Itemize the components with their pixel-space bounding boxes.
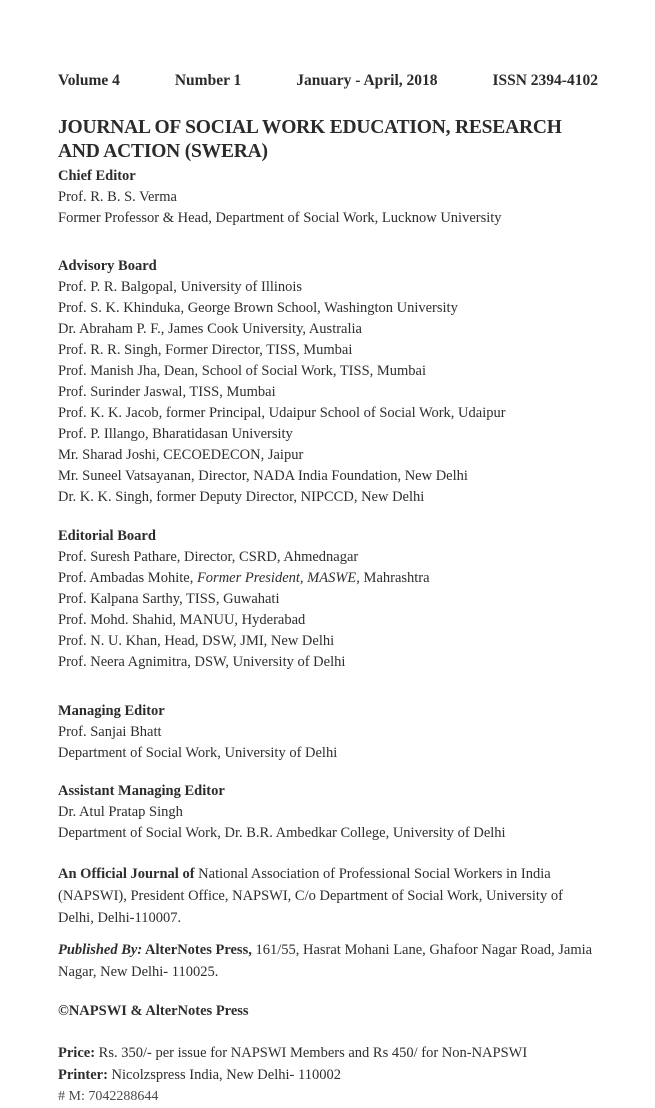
list-item: Dr. Abraham P. F., James Cook University, Australia [58, 321, 362, 337]
chief-editor-name: Prof. R. B. S. Verma [58, 189, 177, 205]
member-former-role: Former President, MASWE, [196, 570, 360, 586]
printer-value: Nicolzspress India, New Delhi- 110002 [107, 1067, 341, 1083]
official-journal-paragraph [58, 863, 598, 929]
spacer [58, 229, 598, 256]
official-journal-body: National Association of Professional Social Workers in India (NAPSWI), President Office, NAPSWI, C/o Department of Social Work, University of Delhi, Delhi-110007. [58, 866, 563, 926]
spacer [58, 983, 598, 1000]
list-item: Prof. N. U. Khan, Head, DSW, JMI, New Delhi [58, 633, 335, 649]
list-item: Prof. P. R. Balgopal, University of Illinois [58, 279, 303, 295]
printer-line [58, 1064, 598, 1086]
spacer [58, 508, 598, 526]
issue-number-label: Number 1 [174, 72, 242, 89]
list-item: Prof. Suresh Pathare, Director, CSRD, Ahmednagar [58, 549, 359, 565]
managing-editor-affiliation: Department of Social Work, University of Delhi [58, 745, 338, 761]
managing-editor-section [58, 701, 598, 764]
assistant-managing-editor-affiliation: Department of Social Work, Dr. B.R. Ambedkar College, University of Delhi [58, 825, 506, 841]
price-label: Price: [58, 1045, 96, 1061]
assistant-managing-editor-section [58, 781, 598, 844]
spacer [58, 1022, 598, 1042]
list-item: Prof. R. R. Singh, Former Director, TISS, Mumbai [58, 342, 353, 358]
assistant-managing-editor-name: Dr. Atul Pratap Singh [58, 804, 183, 820]
list-item: Prof. Manish Jha, Dean, School of Social Work, TISS, Mumbai [58, 363, 427, 379]
printer-label: Printer: [58, 1067, 108, 1083]
editorial-board-heading: Editorial Board [58, 528, 156, 544]
publisher-name: AlterNotes Press, [142, 942, 252, 958]
chief-editor-affiliation: Former Professor & Head, Department of Social Work, Lucknow University [58, 210, 502, 226]
spacer [58, 929, 598, 939]
issue-date-label: January - April, 2018 [296, 72, 438, 89]
price-line [58, 1042, 598, 1064]
member-name: Prof. Ambadas Mohite, [58, 570, 197, 586]
list-item: Prof. Surinder Jaswal, TISS, Mumbai [58, 384, 276, 400]
advisory-board-section [58, 256, 598, 508]
volume-label: Volume 4 [58, 72, 120, 89]
spacer [58, 764, 598, 781]
list-item: Mr. Suneel Vatsayanan, Director, NADA India Foundation, New Delhi [58, 468, 468, 484]
advisory-board-heading: Advisory Board [58, 258, 157, 274]
list-item: Prof. Mohd. Shahid, MANUU, Hyderabad [58, 612, 306, 628]
advisory-board-list [58, 277, 598, 508]
copyright-line: ©NAPSWI & AlterNotes Press [58, 1003, 249, 1019]
chief-editor-heading: Chief Editor [58, 168, 136, 184]
publisher-address: 161/55, Hasrat Mohani Lane, Ghafoor Nagar Road, Jamia Nagar, New Delhi- 110025. [58, 942, 593, 980]
masthead-row [58, 72, 598, 90]
spacer [58, 673, 598, 701]
editorial-board-section [58, 526, 598, 673]
list-item: Dr. K. K. Singh, former Deputy Director, NIPCCD, New Delhi [58, 489, 425, 505]
assistant-managing-editor-heading: Assistant Managing Editor [58, 783, 225, 799]
list-item: Prof. K. K. Jacob, former Principal, Udaipur School of Social Work, Udaipur [58, 405, 506, 421]
price-value: Rs. 350/- per issue for NAPSWI Members and Rs 450/ for Non-NAPSWI [95, 1045, 528, 1061]
chief-editor-section [58, 166, 598, 229]
managing-editor-heading: Managing Editor [58, 703, 165, 719]
official-journal-lead: An Official Journal of [58, 866, 195, 882]
list-item: Prof. Kalpana Sarthy, TISS, Guwahati [58, 591, 280, 607]
journal-title: JOURNAL OF SOCIAL WORK EDUCATION, RESEARCH AND ACTION (SWERA) [58, 117, 562, 162]
list-item: Prof. P. Illango, Bharatidasan University [58, 426, 293, 442]
list-item: Prof. S. K. Khinduka, George Brown School, Washington University [58, 300, 458, 316]
list-item [58, 568, 598, 589]
mobile-line: # M: 7042288644 [58, 1089, 159, 1104]
list-item: Mr. Sharad Joshi, CECOEDECON, Jaipur [58, 447, 304, 463]
issn-label: ISSN 2394-4102 [492, 72, 598, 89]
published-by-paragraph [58, 939, 598, 983]
editorial-board-list [58, 547, 598, 673]
published-by-label: Published By: [58, 942, 143, 958]
list-item: Prof. Neera Agnimitra, DSW, University of Delhi [58, 654, 346, 670]
managing-editor-name: Prof. Sanjai Bhatt [58, 724, 162, 740]
spacer [58, 844, 598, 863]
member-location: Mahrashtra [359, 570, 430, 586]
